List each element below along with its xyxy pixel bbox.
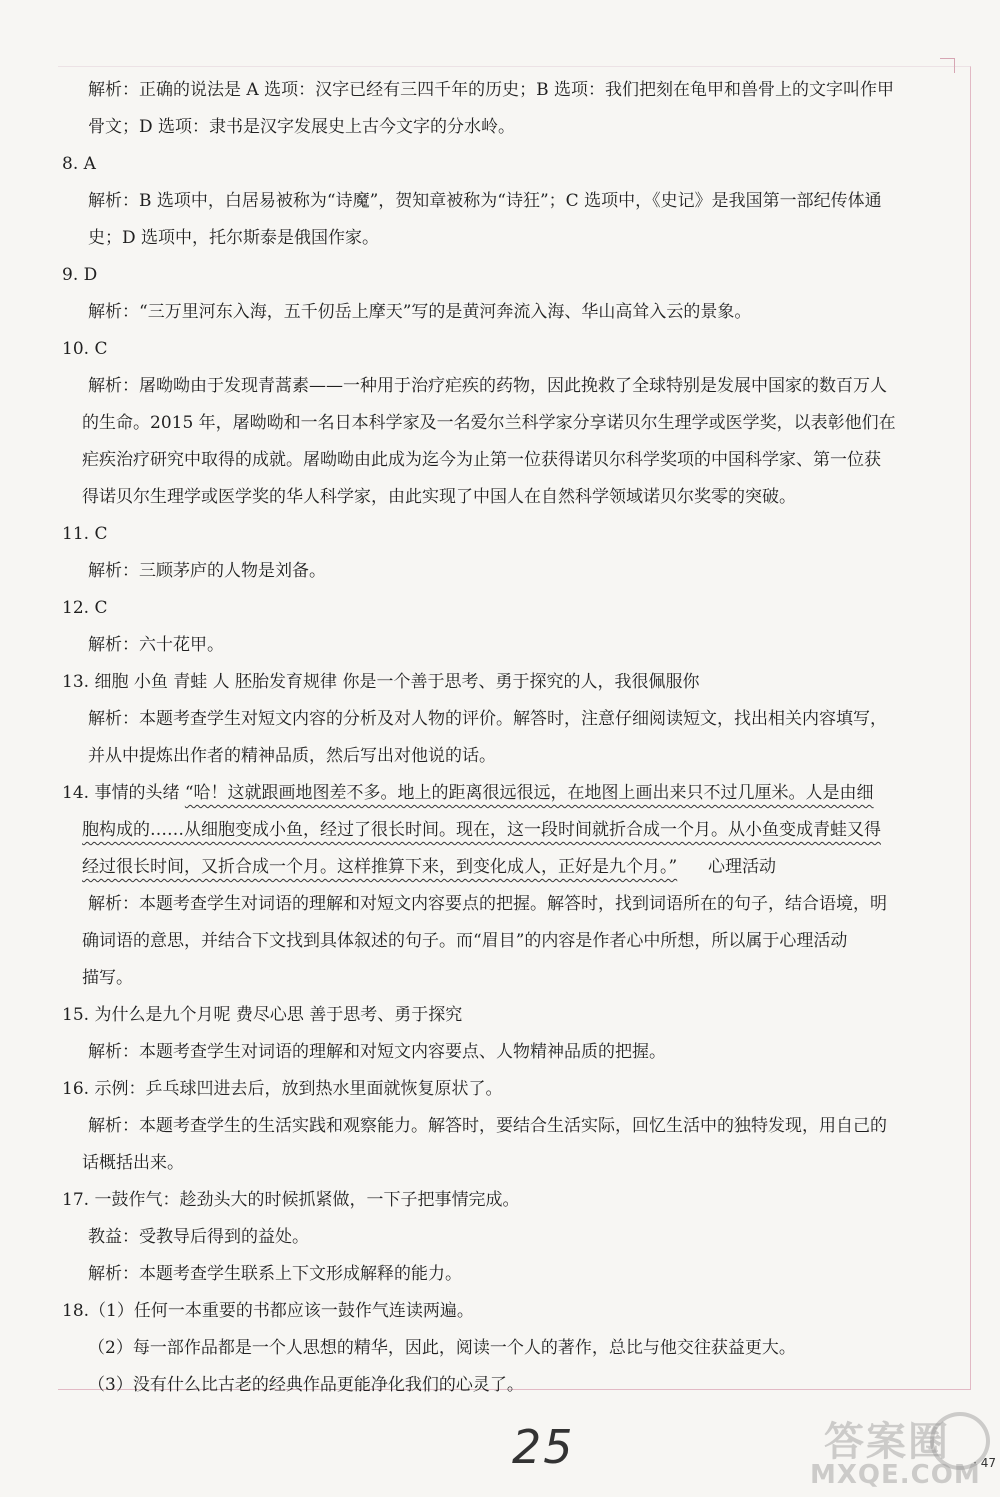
answer-subline: （3）没有什么比古老的经典作品更能净化我们的心灵了。: [88, 1375, 524, 1395]
answer-line: 16. 示例：乒乓球凹进去后，放到热水里面就恢复原状了。: [62, 1079, 503, 1099]
quoted-passage: “哈！这就跟画地图差不多。地上的距离很远很远，在地图上画出来只不过几厘米。人是由细: [184, 783, 874, 803]
answer-line: 17. 一鼓作气：趁劲头大的时候抓紧做，一下子把事情完成。: [62, 1190, 520, 1210]
page-number: · 47: [973, 1456, 996, 1470]
explanation-line: 确词语的意思，并结合下文找到具体叙述的句子。而“眉目”的内容是作者心中所想，所以属于心理活动: [82, 931, 848, 951]
answer-line: 8. A: [62, 154, 96, 174]
watermark-en: MXQE.COM: [810, 1460, 981, 1490]
explanation-line: 史；D 选项中，托尔斯泰是俄国作家。: [88, 228, 380, 248]
explanation-line: 解析：本题考查学生对词语的理解和对短文内容要点、人物精神品质的把握。: [88, 1042, 666, 1062]
explanation-line: 话概括出来。: [82, 1153, 184, 1173]
explanation-line: 描写。: [82, 968, 133, 988]
answer-line: 18.（1）任何一本重要的书都应该一鼓作气连读两遍。: [62, 1301, 474, 1321]
explanation-line: 解析：本题考查学生联系上下文形成解释的能力。: [88, 1264, 462, 1284]
explanation-line: 解析：屠呦呦由于发现青蒿素——一种用于治疗疟疾的药物，因此挽救了全球特别是发展中国家的数百万人: [88, 376, 887, 396]
explanation-line: 解析：正确的说法是 A 选项：汉字已经有三四千年的历史；B 选项：我们把刻在龟甲和兽骨上的文字叫作甲: [88, 80, 894, 100]
explanation-line: 解析：B 选项中，白居易被称为“诗魔”，贺知章被称为“诗狂”；C 选项中，《史记》是我国第一部纪传体通: [88, 191, 882, 211]
quoted-passage-line: [60, 812, 968, 849]
corner-mark: [940, 58, 955, 73]
answer-line: 10. C: [62, 339, 108, 359]
explanation-line: 解析：本题考查学生对短文内容的分析及对人物的评价。解答时，注意仔细阅读短文，找出相关内容填写，: [88, 709, 887, 729]
answer-label: 14. 事情的头绪: [62, 783, 180, 803]
explanation-line: 解析：六十花甲。: [88, 635, 224, 655]
answer-line: [60, 775, 968, 812]
explanation-line: 骨文；D 选项：隶书是汉字发展史上古今文字的分水岭。: [88, 117, 516, 137]
answer-content: [60, 72, 968, 1404]
explanation-line: 解析：“三万里河东入海，五千仞岳上摩天”写的是黄河奔流入海、华山高耸入云的景象。: [88, 302, 752, 322]
explanation-line: 疟疾治疗研究中取得的成就。屠呦呦由此成为迄今为止第一位获得诺贝尔科学奖项的中国科学家、第一位获: [82, 450, 881, 470]
answer-subline: （2）每一部作品都是一个人思想的精华，因此，阅读一个人的著作，总比与他交往获益更大。: [88, 1338, 796, 1358]
explanation-line: 教益：受教导后得到的益处。: [88, 1227, 309, 1247]
answer-line: 13. 细胞 小鱼 青蛙 人 胚胎发育规律 你是一个善于思考、勇于探究的人，我很佩服你: [62, 672, 700, 692]
quoted-passage: 胞构成的……从细胞变成小鱼，经过了很长时间。现在，这一段时间就折合成一个月。从小鱼变成青蛙又得: [82, 820, 881, 840]
answer-line: 15. 为什么是九个月呢 费尽心思 善于思考、勇于探究: [62, 1005, 463, 1025]
answer-line: 12. C: [62, 598, 108, 618]
quoted-passage-line: [60, 849, 968, 886]
explanation-line: 解析：三顾茅庐的人物是刘备。: [88, 561, 326, 581]
answer-line: 9. D: [62, 265, 98, 285]
watermark-cn: 答案圈: [824, 1419, 950, 1465]
answer-line: 11. C: [62, 524, 108, 544]
handwritten-page-number: 25: [512, 1420, 575, 1474]
explanation-line: 解析：本题考查学生的生活实践和观察能力。解答时，要结合生活实际，回忆生活中的独特发现，用自己的: [88, 1116, 887, 1136]
watermark-logo: [802, 1408, 992, 1494]
answer-term: 心理活动: [708, 857, 777, 877]
explanation-line: 并从中提炼出作者的精神品质，然后写出对他说的话。: [88, 746, 496, 766]
explanation-line: 解析：本题考查学生对词语的理解和对短文内容要点的把握。解答时，找到词语所在的句子，结合语境，明: [88, 894, 887, 914]
explanation-line: 得诺贝尔生理学或医学奖的华人科学家，由此实现了中国人在自然科学领域诺贝尔奖零的突破。: [82, 487, 796, 507]
explanation-line: 的生命。2015 年，屠呦呦和一名日本科学家及一名爱尔兰科学家分享诺贝尔生理学或医学奖，以表彰他们在: [82, 413, 896, 433]
quoted-passage: 经过很长时间，又折合成一个月。这样推算下来，到变化成人，正好是九个月。”: [82, 857, 678, 877]
